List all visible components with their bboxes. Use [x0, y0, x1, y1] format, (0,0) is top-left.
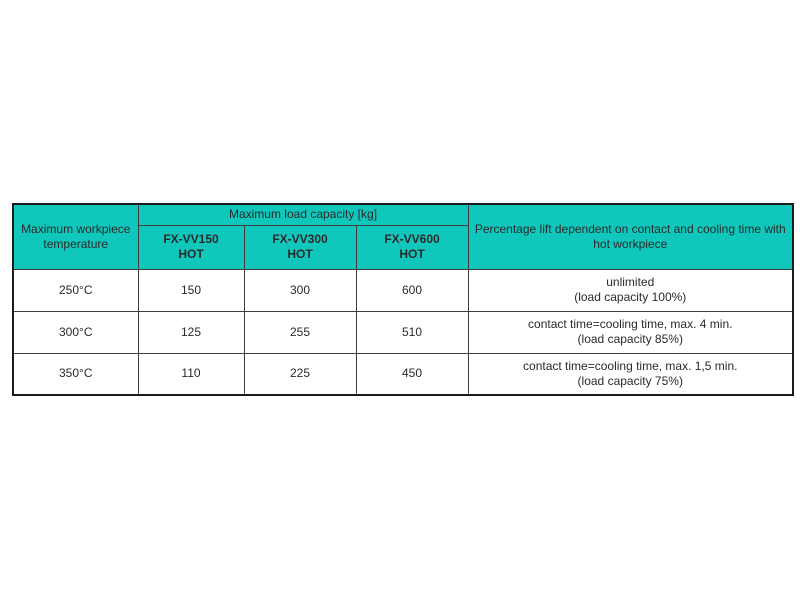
cell-fx-vv150-value: 110 — [138, 353, 244, 395]
header-cell-model-fx-vv300 — [244, 225, 356, 269]
cell-fx-vv150-value: 150 — [138, 269, 244, 311]
model-suffix-label: HOT — [287, 247, 313, 261]
header-cell-load-capacity-group: Maximum load capacity [kg] — [138, 204, 468, 225]
cell-percentage-note — [468, 353, 793, 395]
cell-percentage-note — [468, 311, 793, 353]
model-name-label: FX-VV600 — [384, 232, 440, 246]
header-cell-temperature: Maximum workpiece temperature — [13, 204, 138, 269]
model-name-label: FX-VV150 — [163, 232, 219, 246]
table-row-350c — [13, 353, 793, 395]
spec-table — [12, 203, 794, 396]
header-group-row — [13, 204, 793, 225]
model-suffix-label: HOT — [399, 247, 425, 261]
note-line-1: contact time=cooling time, max. 4 min. — [528, 317, 733, 331]
header-cell-model-fx-vv600 — [356, 225, 468, 269]
header-cell-percentage-lift: Percentage lift dependent on contact and cooling time with hot workpiece — [468, 204, 793, 269]
cell-temperature: 350°C — [13, 353, 138, 395]
cell-fx-vv300-value: 225 — [244, 353, 356, 395]
note-line-1: contact time=cooling time, max. 1,5 min. — [523, 358, 738, 373]
model-suffix-label: HOT — [178, 247, 204, 261]
table-row-300c — [13, 311, 793, 353]
cell-fx-vv300-value: 255 — [244, 311, 356, 353]
note-line-2: (load capacity 75%) — [577, 373, 683, 388]
cell-temperature: 250°C — [13, 269, 138, 311]
cell-percentage-note — [468, 269, 793, 311]
header-cell-model-fx-vv150 — [138, 225, 244, 269]
cell-fx-vv300-value: 300 — [244, 269, 356, 311]
note-line-2: (load capacity 85%) — [577, 332, 683, 346]
note-line-2: (load capacity 100%) — [574, 290, 687, 304]
cell-fx-vv150-value: 125 — [138, 311, 244, 353]
cell-fx-vv600-value: 510 — [356, 311, 468, 353]
table-row-250c — [13, 269, 793, 311]
model-name-label: FX-VV300 — [272, 232, 328, 246]
note-line-1: unlimited — [606, 275, 655, 289]
cell-fx-vv600-value: 600 — [356, 269, 468, 311]
load-capacity-spec-table — [12, 203, 792, 396]
cell-fx-vv600-value: 450 — [356, 353, 468, 395]
cell-temperature: 300°C — [13, 311, 138, 353]
